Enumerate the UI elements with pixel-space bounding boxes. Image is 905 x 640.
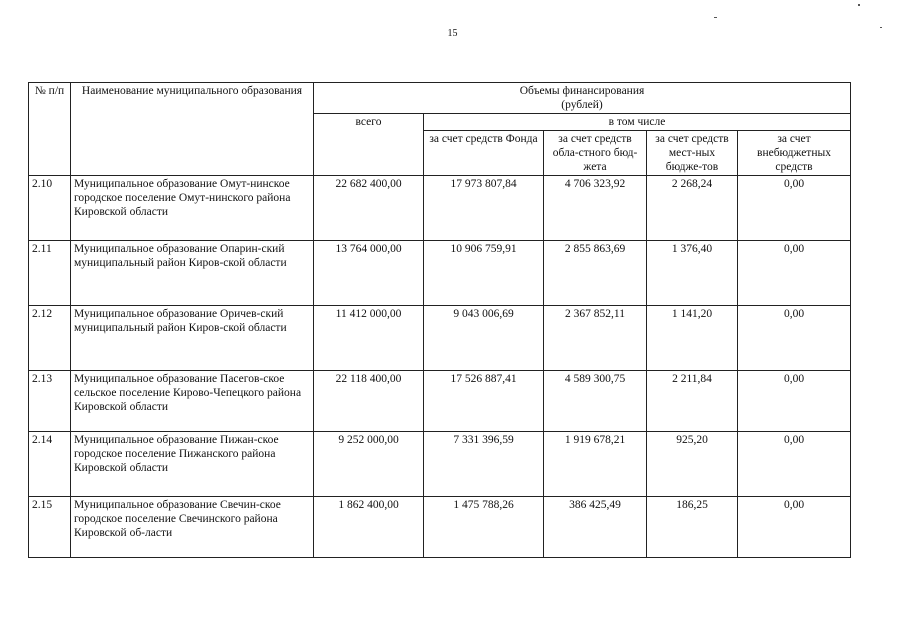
row-local: 2 268,24 — [647, 176, 738, 241]
header-including: в том числе — [424, 114, 851, 131]
row-name: Муниципальное образование Оричев-ский муниципальный район Киров-ской области — [71, 306, 314, 371]
header-local: за счет средств мест-ных бюдже-тов — [647, 131, 738, 176]
header-number: № п/п — [29, 83, 71, 176]
row-number: 2.11 — [29, 241, 71, 306]
scan-speck — [858, 4, 860, 6]
row-total: 1 862 400,00 — [314, 497, 424, 558]
row-number: 2.13 — [29, 371, 71, 432]
row-local: 1 141,20 — [647, 306, 738, 371]
header-name: Наименование муниципального образования — [71, 83, 314, 176]
header-funding-unit: (рублей) — [561, 99, 603, 111]
row-extrabudgetary: 0,00 — [738, 497, 851, 558]
row-regional: 4 706 323,92 — [544, 176, 647, 241]
row-regional: 2 367 852,11 — [544, 306, 647, 371]
row-number: 2.15 — [29, 497, 71, 558]
row-regional: 4 589 300,75 — [544, 371, 647, 432]
row-total: 11 412 000,00 — [314, 306, 424, 371]
row-regional: 2 855 863,69 — [544, 241, 647, 306]
row-fund: 17 526 887,41 — [424, 371, 544, 432]
financing-table — [28, 82, 851, 558]
row-number: 2.14 — [29, 432, 71, 497]
row-number: 2.12 — [29, 306, 71, 371]
row-extrabudgetary: 0,00 — [738, 241, 851, 306]
row-name: Муниципальное образование Опарин-ский муниципальный район Киров-ской области — [71, 241, 314, 306]
table-row — [29, 176, 851, 241]
row-fund: 17 973 807,84 — [424, 176, 544, 241]
table-row — [29, 432, 851, 497]
table-row — [29, 306, 851, 371]
table-row — [29, 241, 851, 306]
header-funding — [314, 83, 851, 114]
row-regional: 386 425,49 — [544, 497, 647, 558]
row-total: 22 118 400,00 — [314, 371, 424, 432]
header-regional: за счет средств обла-стного бюд-жета — [544, 131, 647, 176]
row-local: 1 376,40 — [647, 241, 738, 306]
row-fund: 9 043 006,69 — [424, 306, 544, 371]
row-name: Муниципальное образование Пижан-ское городское поселение Пижанского района Кировской области — [71, 432, 314, 497]
header-fund: за счет средств Фонда — [424, 131, 544, 176]
row-extrabudgetary: 0,00 — [738, 306, 851, 371]
header-total: всего — [314, 114, 424, 176]
row-fund: 1 475 788,26 — [424, 497, 544, 558]
row-name: Муниципальное образование Свечин-ское городское поселение Свечинского района Кировской об-ласти — [71, 497, 314, 558]
row-local: 2 211,84 — [647, 371, 738, 432]
page-number: 15 — [447, 28, 458, 39]
row-total: 9 252 000,00 — [314, 432, 424, 497]
row-fund: 7 331 396,59 — [424, 432, 544, 497]
header-extrabudgetary: за счет внебюджетных средств — [738, 131, 851, 176]
row-total: 13 764 000,00 — [314, 241, 424, 306]
scan-speck — [880, 27, 882, 28]
row-extrabudgetary: 0,00 — [738, 371, 851, 432]
row-name: Муниципальное образование Омут-нинское городское поселение Омут-нинского района Кировской области — [71, 176, 314, 241]
row-fund: 10 906 759,91 — [424, 241, 544, 306]
table-row — [29, 497, 851, 558]
row-total: 22 682 400,00 — [314, 176, 424, 241]
row-regional: 1 919 678,21 — [544, 432, 647, 497]
row-name: Муниципальное образование Пасегов-ское сельское поселение Кирово-Чепецкого района Кировской области — [71, 371, 314, 432]
row-number: 2.10 — [29, 176, 71, 241]
table-row — [29, 371, 851, 432]
row-local: 186,25 — [647, 497, 738, 558]
scan-speck — [714, 17, 717, 18]
row-extrabudgetary: 0,00 — [738, 176, 851, 241]
row-extrabudgetary: 0,00 — [738, 432, 851, 497]
header-funding-title: Объемы финансирования — [519, 85, 645, 97]
row-local: 925,20 — [647, 432, 738, 497]
